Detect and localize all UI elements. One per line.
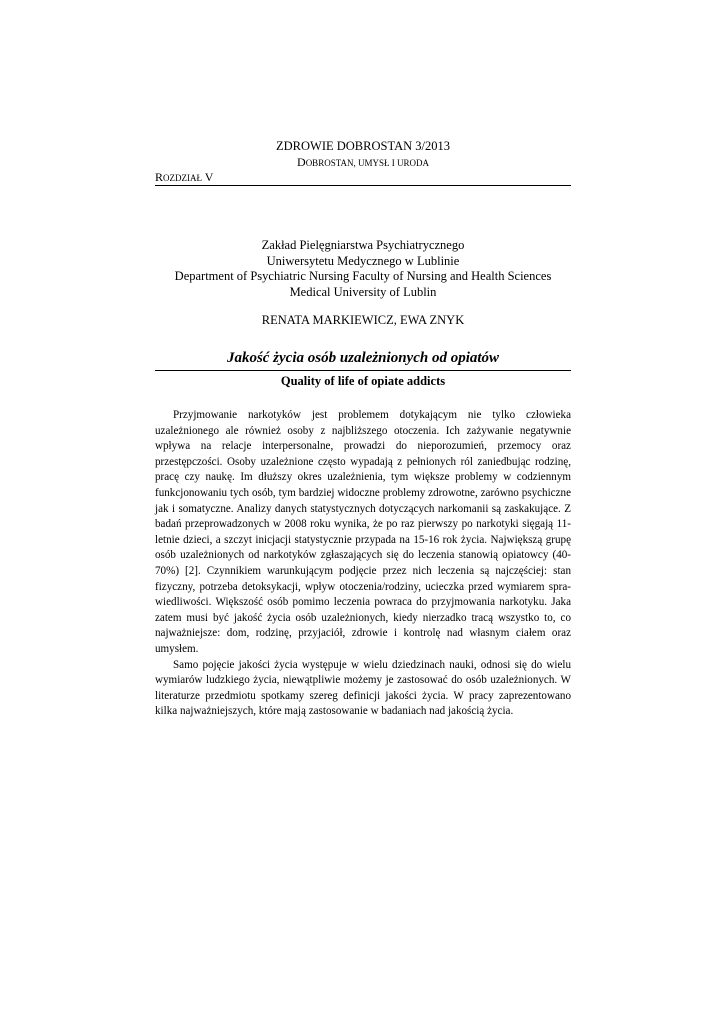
subtitle-initial: D <box>297 155 306 169</box>
chapter-number: V <box>202 170 214 184</box>
authors: RENATA MARKIEWICZ, EWA ZNYK <box>261 313 465 327</box>
body-paragraph: Samo pojęcie jakości życia występuje w wielu dziedzinach nauki, odnosi się do wielu wymiarów ludzkiego życia, niewątpliwie możemy je zastosować do osób uzależnionych. W literaturze przedmiotu spotkamy szereg definicji jakości życia. W pracy zaprezentowano kilka najważniejszych, które mają zastosowanie w badaniach nad jakością życia. <box>155 658 571 718</box>
affiliation-line: Medical University of Lublin <box>289 284 437 299</box>
chapter-word: OZDZIAŁ <box>163 173 203 183</box>
article-title-english: Quality of life of opiate addicts <box>280 374 446 388</box>
affiliation <box>155 238 571 300</box>
chapter-label <box>155 170 213 185</box>
subtitle-rest: OBROSTAN, UMYSŁ I URODA <box>305 158 429 168</box>
journal-header: ZDROWIE DOBROSTAN 3/2013 <box>276 139 450 153</box>
affiliation-line: Uniwersytetu Medycznego w Lublinie <box>266 253 460 268</box>
article-body <box>155 408 571 720</box>
affiliation-line: Department of Psychiatric Nursing Faculty of Nursing and Health Sciences <box>174 269 552 283</box>
header-rule <box>155 185 571 186</box>
body-paragraph: Przyjmowanie narkotyków jest problemem dotykającym nie tylko człowieka uzależnionego ale również osoby z najbliższego otoczenia. Ich zażywanie negatywnie wpływa na relacje interpersonalne, prowadzi do nieporozumień, przemocy oraz przestępczości. Osoby uzależnione często wypadają z pełnionych ról zaniedbując rodzinę, pracę czy naukę. Im dłuższy okres uzależnienia, tym większe problemy w codziennym funkcjonowaniu tych osób, tym bardziej widoczne problemy zdrowotne, zarówno psychiczne jak i somatyczne. Analizy danych statystycznych dotyczących narkomanii są zaskakujące. Z badań przeprowadzonych w 2008 roku wynika, że po raz pierwszy po narkotyki sięgają 11- letnie dzieci, a szczyt inicjacji statystycznie przypada na 15-16 rok życia. Największą grupę osób uzależnionych od narkotyków zgłaszających się do leczenia stanowią opiatowcy (40-70%) [2]. Czynnikiem warunkującym podjęcie przez nich leczenia są najczęściej: stan fizyczny, potrzeba detoksykacji, wpływ otoczenia/rodziny, ucieczka przed wymiarem sprawiedliwości. Większość osób pomimo leczenia powraca do przyjmowania narkotyku. Jaka zatem musi być jakość życia osób uzależnionych, kiedy nierzadko tracą wszystko to, co najważniejsze: dom, rodzinę, przyjaciół, zdrowie i kontrolę nad własnym ciałem oraz umysłem. <box>155 409 571 655</box>
title-rule <box>155 370 571 371</box>
article-title-polish: Jakość życia osób uzależnionych od opiatów <box>226 350 500 366</box>
chapter-initial: R <box>155 170 164 184</box>
journal-subtitle <box>155 155 571 170</box>
affiliation-line: Zakład Pielęgniarstwa Psychiatrycznego <box>261 238 465 252</box>
